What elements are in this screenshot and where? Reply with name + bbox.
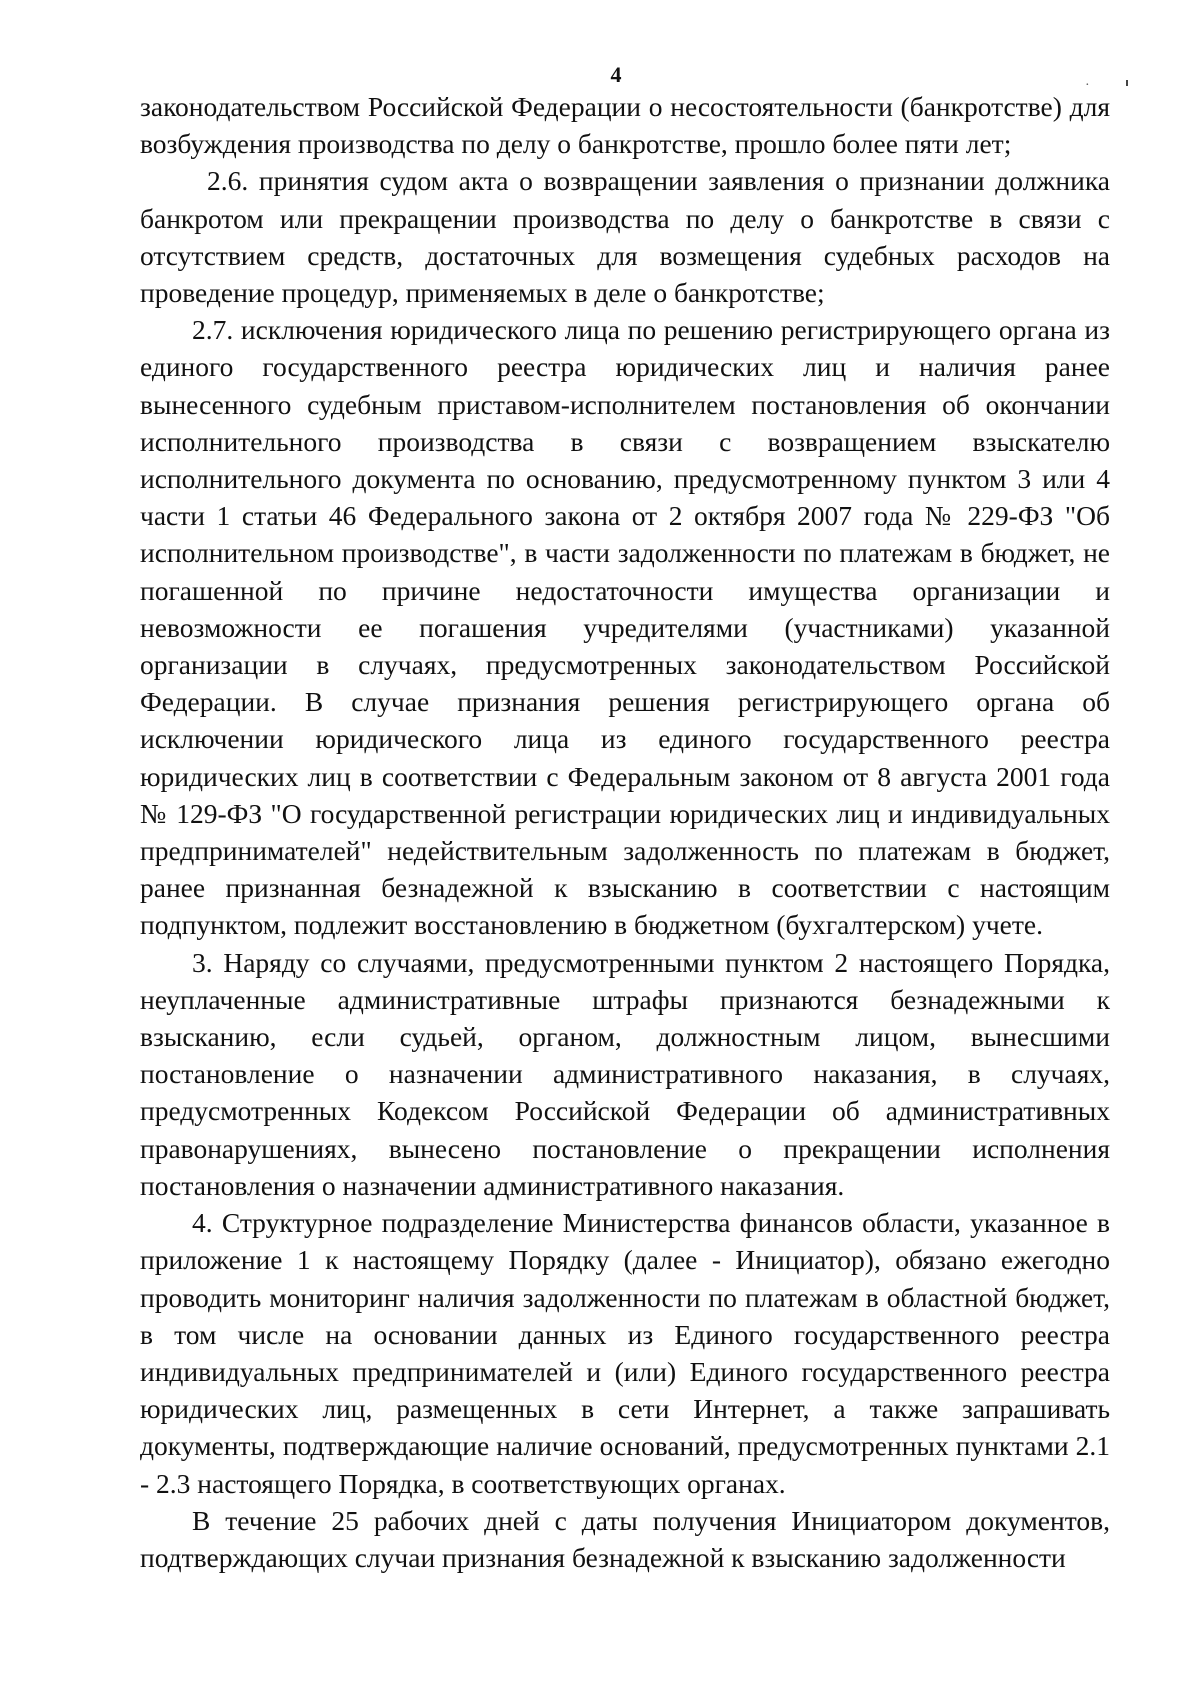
scan-speck: · <box>1085 78 1090 93</box>
paragraph-4: 4. Структурное подразделение Министерства финансов области, указанное в приложение 1 к настоящему Порядку (далее - Инициатор), обязано ежегодно проводить мониторинг наличия задолженности по платежам в областной бюджет, в том числе на основании данных из Единого государственного реестра индивидуальных предпринимателей и (или) Единого государственного реестра юридических лиц, размещенных в сети Интернет, а также запрашивать документы, подтверждающие наличие оснований, предусмотренных пунктами 2.1 - 2.3 настоящего Порядка, в соответствующих органах. <box>140 1207 1110 1499</box>
paragraph-2-7: 2.7. исключения юридического лица по решению регистрирующего органа из единого государственного реестра юридических лиц и наличия ранее вынесенного судебным приставом-исполнителем постановления об окончании исполнительного производства в связи с возвращением взыскателю исполнительного документа по основанию, предусмотренному пунктом 3 или 4 части 1 статьи 46 Федерального закона от 2 октября 2007 года № 229-ФЗ "Об исполнительном производстве", в части задолженности по платежам в бюджет, не погашенной по причине недостаточности имущества организации и невозможности ее погашения учредителями (участниками) указанной организации в случаях, предусмотренных законодательством Российской Федерации. В случае признания решения регистрирующего органа об исключении юридического лица из единого государственного реестра юридических лиц в соответствии с Федеральным законом от 8 августа 2001 года № 129-ФЗ "О государственной регистрации юридических лиц и индивидуальных предпринимателей" недействительным задолженность по платежам в бюджет, ранее признанная безнадежной к взысканию в соответствии с настоящим подпунктом, подлежит восстановлению в бюджетном (бухгалтерском) учете. <box>140 314 1110 941</box>
paragraph-continuation: законодательством Российской Федерации о несостоятельности (банкротстве) для возбуждения производства по делу о банкротстве, прошло более пяти лет; <box>140 91 1110 160</box>
document-body <box>140 88 1110 1576</box>
paragraph-3: 3. Наряду со случаями, предусмотренными пунктом 2 настоящего Порядка, неуплаченные административные штрафы признаются безнадежными к взысканию, если судьей, органом, должностным лицом, вынесшими постановление о назначении административного наказания, в случаях, предусмотренных Кодексом Российской Федерации об административных правонарушениях, вынесено постановление о прекращении исполнения постановления о назначении административного наказания. <box>140 946 1110 1201</box>
paragraph-2-6: 2.6. принятия судом акта о возвращении заявления о признании должника банкротом или прекращении производства по делу о банкротстве в связи с отсутствием средств, достаточных для возмещения судебных расходов на проведение процедур, применяемых в деле о банкротстве; <box>140 165 1110 309</box>
page-number: 4 <box>610 62 622 87</box>
paragraph-25-days: В течение 25 рабочих дней с даты получения Инициатором документов, подтверждающих случаи признания безнадежной к взысканию задолженности <box>140 1504 1110 1573</box>
scan-speck-mark <box>1126 80 1128 86</box>
